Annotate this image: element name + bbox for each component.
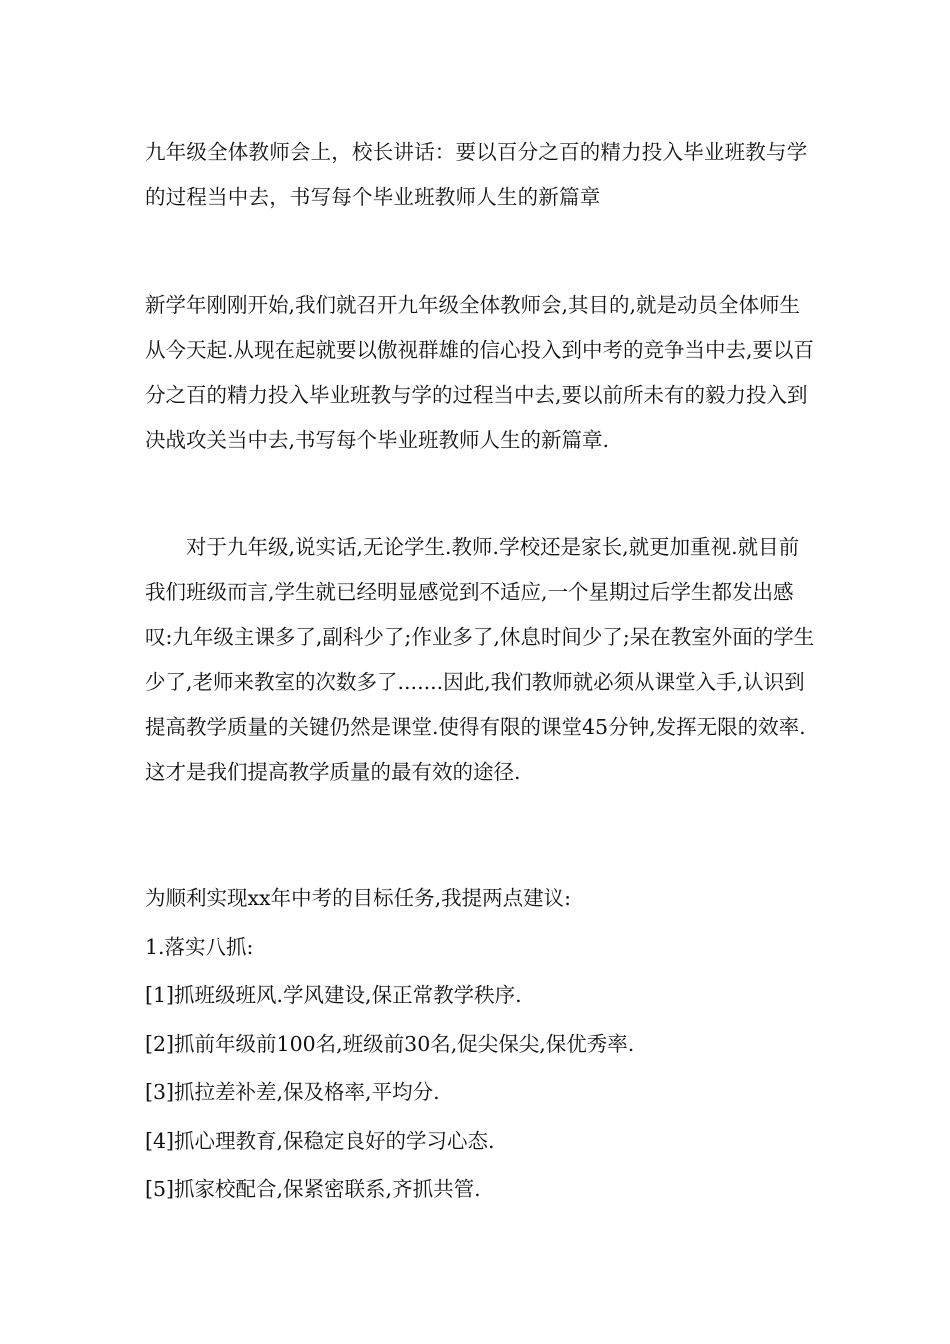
list-item: [1]抓班级班风.学风建设,保正常教学秩序. bbox=[145, 983, 522, 1007]
list-item: [2]抓前年级前100名,班级前30名,促尖保尖,保优秀率. bbox=[145, 1031, 635, 1056]
section-heading: 1.落实八抓: bbox=[145, 934, 254, 959]
intro-line: 为顺利实现xx年中考的目标任务,我提两点建议: bbox=[145, 886, 572, 910]
paragraph-1: 新学年刚刚开始,我们就召开九年级全体教师会,其目的,就是动员全体师生从今天起.从现在起就要以傲视群雄的信心投入到中考的竞争当中去,要以百分之百的精力投入毕业班教与学的过程当中去,要以前所未有的毅力投入到决战攻关当中去,书写每个毕业班教师人生的新篇章. bbox=[145, 293, 815, 452]
paragraph-2: 对于九年级,说实话,无论学生.教师.学校还是家长,就更加重视.就目前我们班级而言,学生就已经明显感觉到不适应,一个星期过后学生都发出感叹:九年级主课多了,副科少了;作业多了,休息时间少了;呆在教室外面的学生少了,老师来教室的次数多了.......因此,我们教师就必须从课堂入手,认识到提高教学质量的关键仍然是课堂.使得有限的课堂45分钟,发挥无限的效率.这才是我们提高教学质量的最有效的途径. bbox=[145, 535, 815, 784]
suggestion-list bbox=[145, 874, 815, 1214]
list-item: [4]抓心理教育,保稳定良好的学习心态. bbox=[145, 1128, 495, 1153]
document-title: 九年级全体教师会上，校长讲话：要以百分之百的精力投入毕业班教与学的过程当中去，书写每个毕业班教师人生的新篇章 bbox=[145, 140, 808, 209]
list-item: [5]抓家校配合,保紧密联系,齐抓共管. bbox=[145, 1177, 481, 1201]
list-item: [3]抓拉差补差,保及格率,平均分. bbox=[145, 1080, 440, 1104]
